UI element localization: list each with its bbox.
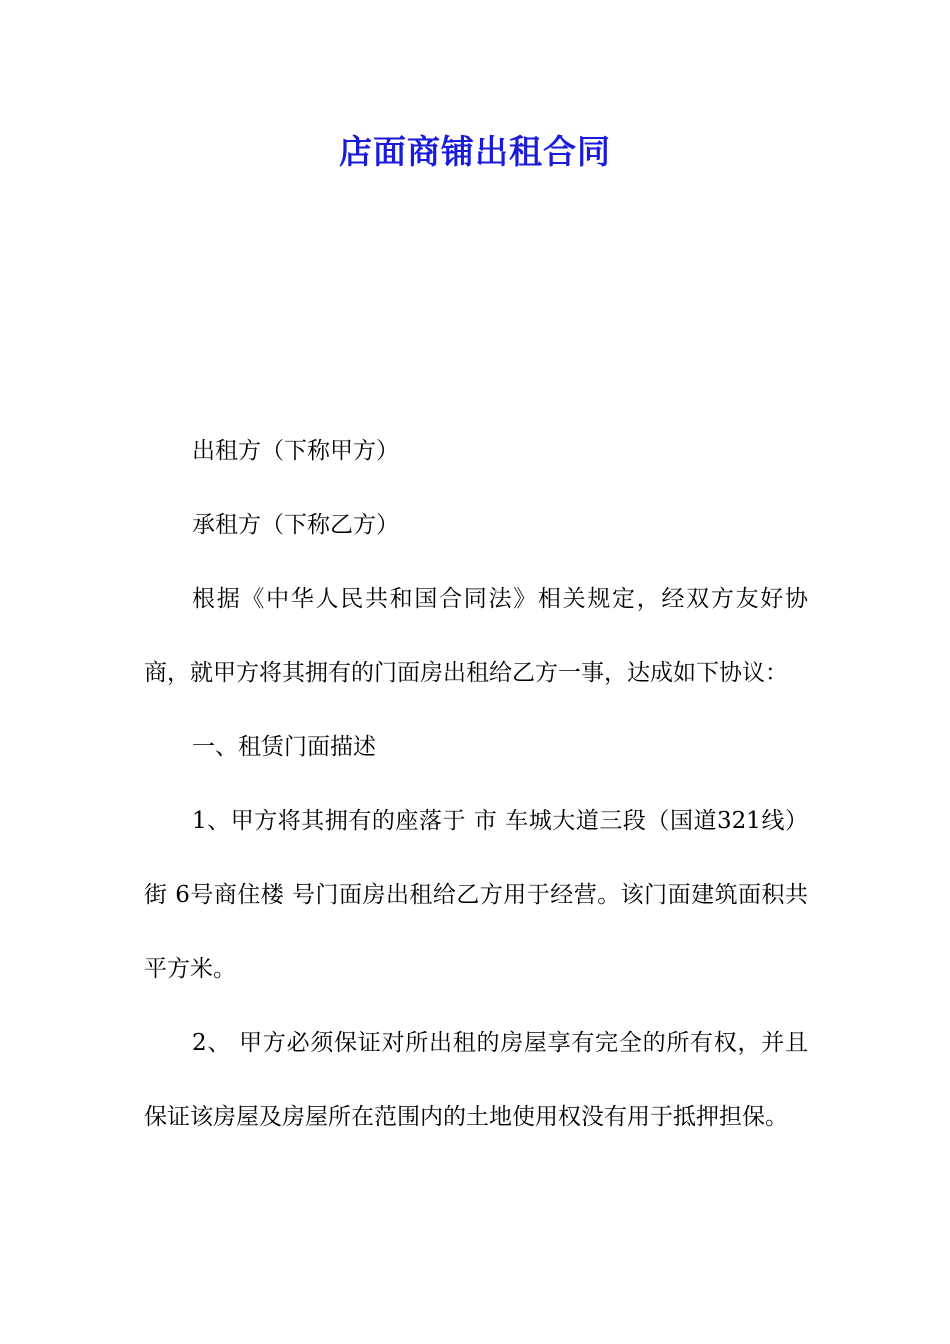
paragraph-lessor: 出租方（下称甲方） (192, 438, 399, 464)
clause-2: 2、 甲方必须保证对所出租的房屋享有完全的所有权，并且保证该房屋及房屋所在范围内的土地使用权没有用于抵押担保。 (144, 1030, 808, 1130)
paragraph-preamble: 根据《中华人民共和国合同法》相关规定，经双方友好协商，就甲方将其拥有的门面房出租给乙方一事，达成如下协议： (144, 586, 808, 686)
document-body (144, 414, 808, 1154)
clause-1: 1、甲方将其拥有的座落于 市 车城大道三段（国道321线） 街 6号商住楼 号门面房出租给乙方用于经营。该门面建筑面积共 平方米。 (144, 808, 808, 982)
section-heading-1: 一、租赁门面描述 (192, 734, 376, 760)
paragraph-lessee: 承租方（下称乙方） (192, 512, 399, 538)
document-title: 店面商铺出租合同 (339, 132, 611, 171)
